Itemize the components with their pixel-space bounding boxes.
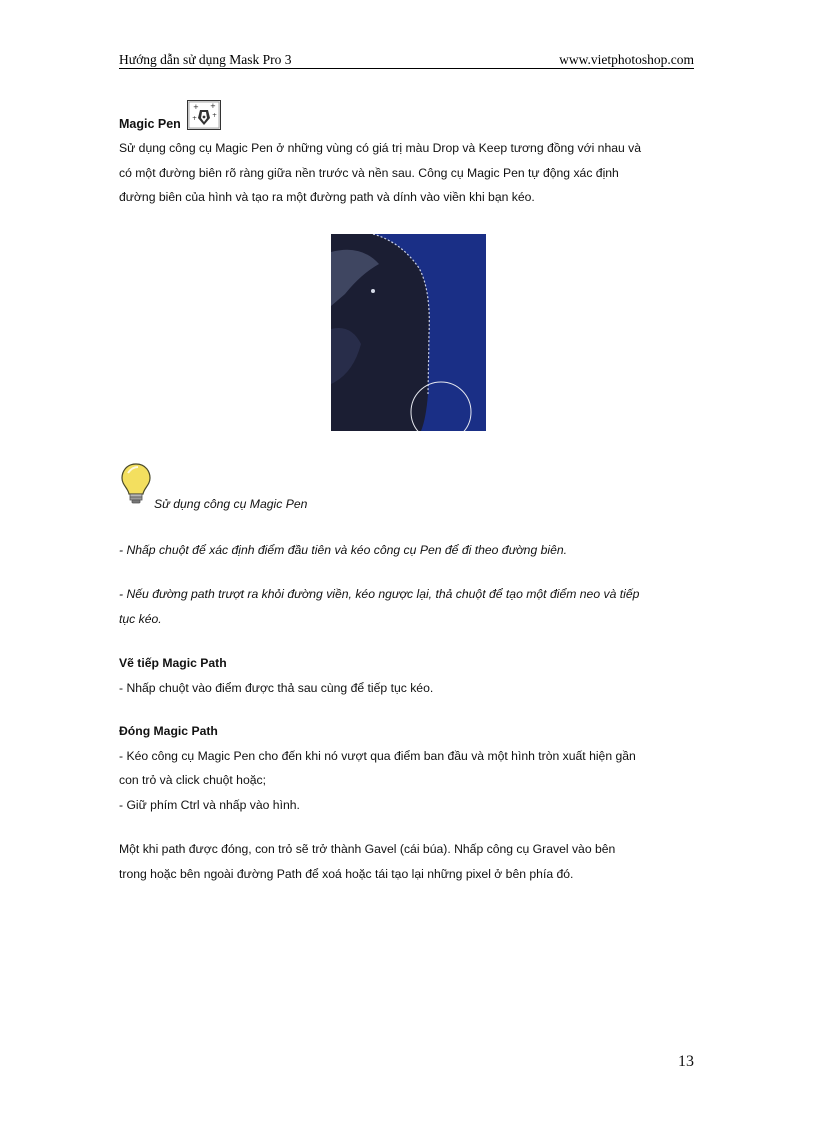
intro-paragraph (119, 136, 699, 210)
intro-line: đường biên của hình và tạo ra một đường path và dính vào viền khi bạn kéo. (119, 190, 535, 204)
close-path-line: - Giữ phím Ctrl và nhấp vào hình. (119, 797, 300, 812)
final-line: trong hoặc bên ngoài đường Path để xoá hoặc tái tạo lại những pixel ở bên phía đó. (119, 866, 574, 881)
section-title: Magic Pen (119, 117, 181, 131)
lightbulb-icon (119, 461, 153, 512)
page-number: 13 (678, 1053, 694, 1070)
svg-text:+: + (210, 102, 216, 110)
svg-text:+: + (193, 103, 199, 111)
magic-pen-example-image (331, 234, 486, 431)
page-header (119, 52, 694, 69)
close-path-line: con trỏ và click chuột hoặc; (119, 773, 266, 787)
intro-line: Sử dụng công cụ Magic Pen ở những vùng có giá trị màu Drop và Keep tương đồng với nhau và (119, 141, 642, 155)
continue-path-section (119, 651, 699, 700)
magic-pen-icon (187, 100, 221, 135)
tip-title: Sử dụng công cụ Magic Pen (154, 497, 308, 511)
tip-step-line: tục kéo. (119, 611, 162, 626)
final-line: Một khi path được đóng, con trỏ sẽ trở thành Gavel (cái búa). Nhấp công cụ Gravel vào bên (119, 842, 616, 856)
header-title: Hướng dẫn sử dụng Mask Pro 3 (119, 52, 292, 67)
tip-step-line: - Nếu đường path trượt ra khỏi đường viền, kéo ngược lại, thả chuột để tạo một điểm neo và tiếp (119, 587, 640, 601)
close-path-line: - Kéo công cụ Magic Pen cho đến khi nó vượt qua điểm ban đầu và một hình tròn xuất hiện gần (119, 748, 636, 763)
close-path-title: Đóng Magic Path (119, 724, 218, 738)
svg-text:+: + (192, 115, 198, 122)
tip-step-2 (119, 582, 699, 631)
tip-step-1 (119, 538, 699, 563)
tip-step-line: - Nhấp chuột để xác định điểm đầu tiên và kéo công cụ Pen để đi theo đường biên. (119, 543, 568, 557)
intro-line: có một đường biên rõ ràng giữa nền trước và nền sau. Công cụ Magic Pen tự động xác định (119, 165, 619, 180)
svg-text:+: + (212, 112, 218, 119)
header-website: www.vietphotoshop.com (559, 52, 694, 67)
continue-path-text: - Nhấp chuột vào điểm được thả sau cùng để tiếp tục kéo. (119, 680, 434, 695)
continue-path-title: Vẽ tiếp Magic Path (119, 656, 227, 670)
final-paragraph (119, 837, 699, 886)
close-path-section (119, 719, 699, 817)
